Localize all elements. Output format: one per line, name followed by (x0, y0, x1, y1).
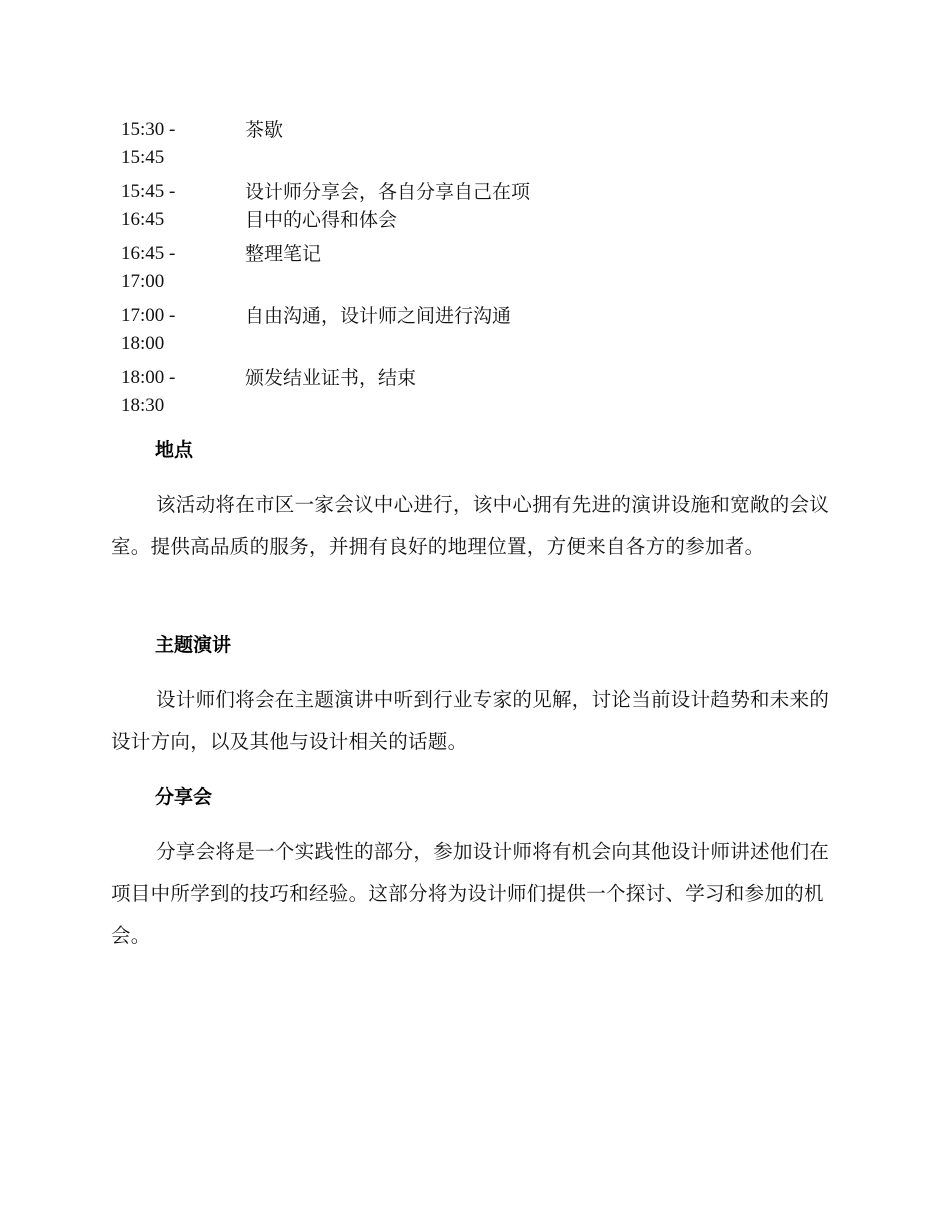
section-body-location: 该活动将在市区一家会议中心进行，该中心拥有先进的演讲设施和宽敞的会议室。提供高品质的服务，并拥有良好的地理位置，方便来自各方的参加者。 (111, 493, 830, 558)
time-end: 15:45 (121, 147, 165, 168)
section-heading-location: 地点 (155, 439, 194, 461)
section-body-sharing: 分享会将是一个实践性的部分，参加设计师将有机会向其他设计师讲述他们在项目中所学到的技巧和经验。这部分将为设计师们提供一个探讨、学习和参加的机会。 (111, 840, 830, 947)
time-start: 16:45 - (121, 243, 176, 264)
section-body-keynote: 设计师们将会在主题演讲中听到行业专家的见解，讨论当前设计趋势和未来的设计方向，以及其他与设计相关的话题。 (111, 688, 830, 753)
time-start: 18:00 - (121, 367, 176, 388)
time-start: 15:45 - (121, 181, 176, 202)
section-heading-sharing: 分享会 (155, 786, 213, 808)
time-end: 18:00 (121, 333, 165, 354)
time-cell (121, 364, 245, 420)
activity-cell: 设计师分享会，各自分享自己在项目中的心得和体会 (245, 181, 531, 231)
schedule-row (121, 240, 541, 296)
time-start: 17:00 - (121, 305, 176, 326)
schedule-table (121, 116, 541, 426)
time-end: 17:00 (121, 271, 165, 292)
time-end: 16:45 (121, 209, 165, 230)
time-cell (121, 116, 245, 172)
activity-cell: 整理笔记 (245, 243, 322, 265)
schedule-row (121, 302, 541, 358)
time-start: 15:30 - (121, 119, 176, 140)
time-cell (121, 302, 245, 358)
activity-cell: 自由沟通，设计师之间进行沟通 (245, 305, 512, 327)
schedule-row (121, 364, 541, 420)
time-end: 18:30 (121, 395, 165, 416)
time-cell (121, 178, 245, 234)
schedule-row (121, 116, 541, 172)
activity-cell: 颁发结业证书，结束 (245, 367, 417, 389)
schedule-row (121, 178, 541, 234)
time-cell (121, 240, 245, 296)
section-heading-keynote: 主题演讲 (155, 634, 232, 656)
activity-cell: 茶歇 (245, 119, 284, 141)
